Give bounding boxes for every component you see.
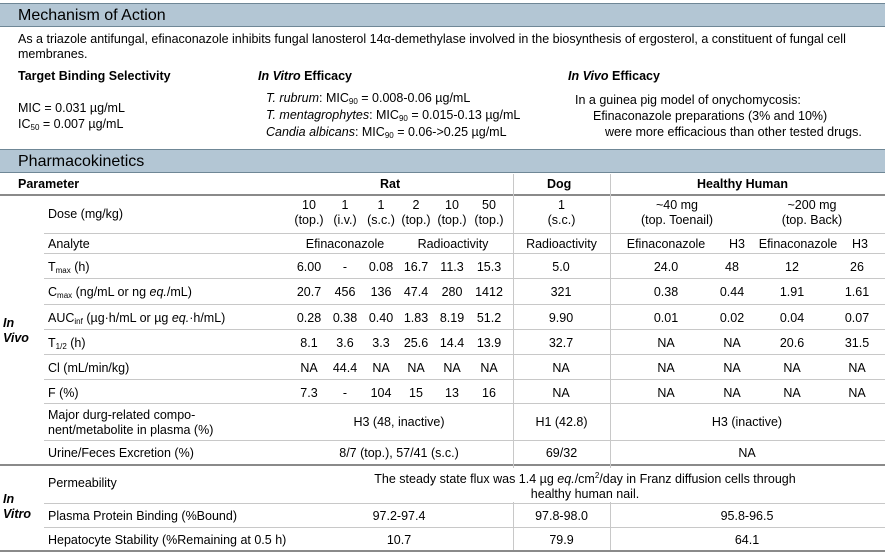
selectivity-mic: MIC = 0.031 µg/mL <box>18 101 125 115</box>
dose-rat-2: 1 (i.v.) <box>333 198 357 227</box>
rat-value-cell: 20.7 <box>296 285 322 299</box>
dog-value-cell: 5.0 <box>552 260 570 274</box>
human-value-cell: 26 <box>850 260 864 274</box>
human-value-cell: 0.07 <box>844 311 870 325</box>
rat-value-cell: 0.40 <box>368 311 394 325</box>
rat-value-cell: 3.3 <box>372 336 390 350</box>
dose-rat-1: 10 (top.) <box>294 198 324 227</box>
human-value-cell: 0.01 <box>653 311 679 325</box>
human-value-cell: 31.5 <box>844 336 870 350</box>
rat-value-cell: NA <box>407 361 425 375</box>
rat-value-cell: 44.4 <box>332 361 358 375</box>
rat-value-cell: 8.19 <box>439 311 465 325</box>
rat-value-cell: 8.1 <box>300 336 318 350</box>
human-value-cell: NA <box>723 386 741 400</box>
rat-value-cell: 13 <box>445 386 459 400</box>
analyte-dog: Radioactivity <box>526 237 597 251</box>
rat-value-cell: 25.6 <box>403 336 429 350</box>
human-value-cell: NA <box>723 361 741 375</box>
header-dog: Dog <box>547 177 572 191</box>
side-label-in-vivo: In Vivo <box>3 316 29 345</box>
human-value-cell: 1.61 <box>844 285 870 299</box>
rat-value-cell: 136 <box>370 285 392 299</box>
in-vivo-heading: In Vivo Efficacy <box>568 69 660 83</box>
rat-value-cell: NA <box>480 361 498 375</box>
ppb-label: Plasma Protein Binding (%Bound) <box>48 509 237 523</box>
in-vitro-line-1: T. rubrum: $MIC_{90} = 0.008-0.06$ µg/mL <box>266 91 471 106</box>
analyte-human-4: H3 <box>852 237 868 251</box>
ppb-rat: 97.2-97.4 <box>372 509 426 523</box>
in-vivo-line-2: Efinaconazole preparations (3% and 10%) <box>593 109 828 123</box>
ppb-dog: 97.8-98.0 <box>535 509 588 523</box>
rat-value-cell: NA <box>300 361 318 375</box>
human-value-cell: 12 <box>785 260 799 274</box>
hepatocyte-label: Hepatocyte Stability (%Remaining at 0.5 h) <box>48 533 287 547</box>
rat-value-cell: 1412 <box>475 285 503 299</box>
dog-value-cell: 32.7 <box>548 336 574 350</box>
permeability-value: The steady state flux was 1.4 µg $eq./cm^2$/day in Franz diffusion cells through healthy human nail. <box>300 468 870 502</box>
rat-value-cell: 15.3 <box>476 260 502 274</box>
rat-value-cell: - <box>342 386 348 400</box>
major-metabolite-label: Major durg-related compo- nent/metabolite in plasma (%) <box>48 408 214 437</box>
human-value-cell: NA <box>848 361 866 375</box>
rat-value-cell: 280 <box>441 285 463 299</box>
human-value-cell: NA <box>783 386 801 400</box>
human-value-cell: NA <box>783 361 801 375</box>
human-value-cell: 48 <box>725 260 739 274</box>
rat-value-cell: 16.7 <box>403 260 429 274</box>
major-metabolite-dog: H1 (42.8) <box>535 415 588 429</box>
dose-dog: 1 (s.c.) <box>547 198 576 227</box>
dose-human-back: ~200 mg (top. Back) <box>781 198 843 227</box>
param-label: F (%) <box>48 386 79 400</box>
major-metabolite-rat: H3 (48, inactive) <box>353 415 445 429</box>
human-value-cell: NA <box>657 336 675 350</box>
rat-value-cell: 1.83 <box>403 311 429 325</box>
param-label: $AUC_{inf}$ (µg·h/mL or µg eq.·h/mL) <box>48 311 226 326</box>
analyte-rat-radioactivity: Radioactivity <box>417 237 489 251</box>
dose-rat-6: 50 (top.) <box>474 198 504 227</box>
in-vivo-line-1: In a guinea pig model of onychomycosis: <box>575 93 801 107</box>
rat-value-cell: 13.9 <box>476 336 502 350</box>
dose-rat-5: 10 (top.) <box>437 198 467 227</box>
rat-value-cell: 7.3 <box>300 386 318 400</box>
param-label: $T_{max}$ (h) <box>48 260 90 275</box>
human-value-cell: NA <box>657 361 675 375</box>
human-value-cell: 1.91 <box>779 285 805 299</box>
selectivity-ic50: $IC_{50} = 0.007$ µg/mL <box>18 117 124 132</box>
analyte-rat-efinaconazole: Efinaconazole <box>305 237 385 251</box>
hepatocyte-rat: 10.7 <box>386 533 412 547</box>
rat-value-cell: 3.6 <box>336 336 354 350</box>
major-metabolite-human: H3 (inactive) <box>711 415 783 429</box>
in-vitro-line-2: T. mentagrophytes: $MIC_{90} = 0.015-0.13$ µg/mL <box>266 108 521 123</box>
rat-value-cell: 0.28 <box>296 311 322 325</box>
excretion-dog: 69/32 <box>545 446 578 460</box>
moa-description: As a triazole antifungal, efinaconazole inhibits fungal lanosterol 14α-demethylase involved in the biosynthesis of ergosterol, a constituent of fungal cell membranes. <box>18 32 846 61</box>
analyte-label: Analyte <box>48 237 90 251</box>
dog-value-cell: NA <box>552 361 570 375</box>
permeability-label: Permeability <box>48 476 117 490</box>
excretion-human: NA <box>738 446 756 460</box>
analyte-human-3: Efinaconazole <box>758 237 838 251</box>
moa-section-header <box>0 3 885 27</box>
analyte-human-2: H3 <box>729 237 745 251</box>
excretion-rat: 8/7 (top.), 57/41 (s.c.) <box>339 446 459 460</box>
dog-value-cell: 321 <box>550 285 572 299</box>
side-label-in-vitro: In Vitro <box>3 492 32 521</box>
ppb-human: 95.8-96.5 <box>720 509 774 523</box>
rat-value-cell: 11.3 <box>440 260 464 274</box>
human-value-cell: 0.02 <box>719 311 745 325</box>
rat-value-cell: - <box>342 260 348 274</box>
human-value-cell: 24.0 <box>653 260 679 274</box>
rat-value-cell: NA <box>443 361 461 375</box>
rat-value-cell: 51.2 <box>476 311 502 325</box>
human-value-cell: NA <box>848 386 866 400</box>
dog-value-cell: NA <box>552 386 570 400</box>
dose-rat-3: 1 (s.c.) <box>367 198 395 227</box>
param-label: $C_{max}$ (ng/mL or ng eq./mL) <box>48 285 192 300</box>
selectivity-heading: Target Binding Selectivity <box>18 69 171 83</box>
in-vivo-line-3: were more efficacious than other tested drugs. <box>605 125 862 139</box>
hepatocyte-human: 64.1 <box>734 533 760 547</box>
moa-title: Mechanism of Action <box>18 7 166 24</box>
param-label: $T_{1/2}$ (h) <box>48 336 86 351</box>
header-parameter: Parameter <box>18 177 80 191</box>
in-vitro-heading: In Vitro Efficacy <box>258 69 353 83</box>
pk-title: Pharmacokinetics <box>18 153 145 170</box>
analyte-human-1: Efinaconazole <box>626 237 706 251</box>
rat-value-cell: 456 <box>334 285 356 299</box>
pk-section-header <box>0 149 885 173</box>
rat-value-cell: 0.08 <box>368 260 394 274</box>
dose-label: Dose (mg/kg) <box>48 207 124 221</box>
rat-value-cell: 47.4 <box>403 285 429 299</box>
hepatocyte-dog: 79.9 <box>549 533 574 547</box>
rat-value-cell: 15 <box>409 386 423 400</box>
rat-value-cell: 16 <box>482 386 496 400</box>
header-rat: Rat <box>380 177 401 191</box>
header-human: Healthy Human <box>697 177 788 191</box>
param-label: Cl (mL/min/kg) <box>48 361 130 375</box>
human-value-cell: 20.6 <box>779 336 805 350</box>
human-value-cell: NA <box>723 336 741 350</box>
rat-value-cell: 0.38 <box>332 311 358 325</box>
rat-value-cell: 104 <box>370 386 392 400</box>
in-vitro-line-3: Candia albicans: $MIC_{90} = 0.06->0.25$ µg/mL <box>266 125 507 140</box>
human-value-cell: NA <box>657 386 675 400</box>
rat-value-cell: 14.4 <box>439 336 465 350</box>
human-value-cell: 0.44 <box>719 285 745 299</box>
human-value-cell: 0.04 <box>779 311 805 325</box>
dose-rat-4: 2 (top.) <box>401 198 431 227</box>
rat-value-cell: NA <box>372 361 390 375</box>
human-value-cell: 0.38 <box>653 285 679 299</box>
excretion-label: Urine/Feces Excretion (%) <box>48 446 194 460</box>
dog-value-cell: 9.90 <box>548 311 574 325</box>
rat-value-cell: 6.00 <box>296 260 322 274</box>
dose-human-toenail: ~40 mg (top. Toenail) <box>640 198 714 227</box>
